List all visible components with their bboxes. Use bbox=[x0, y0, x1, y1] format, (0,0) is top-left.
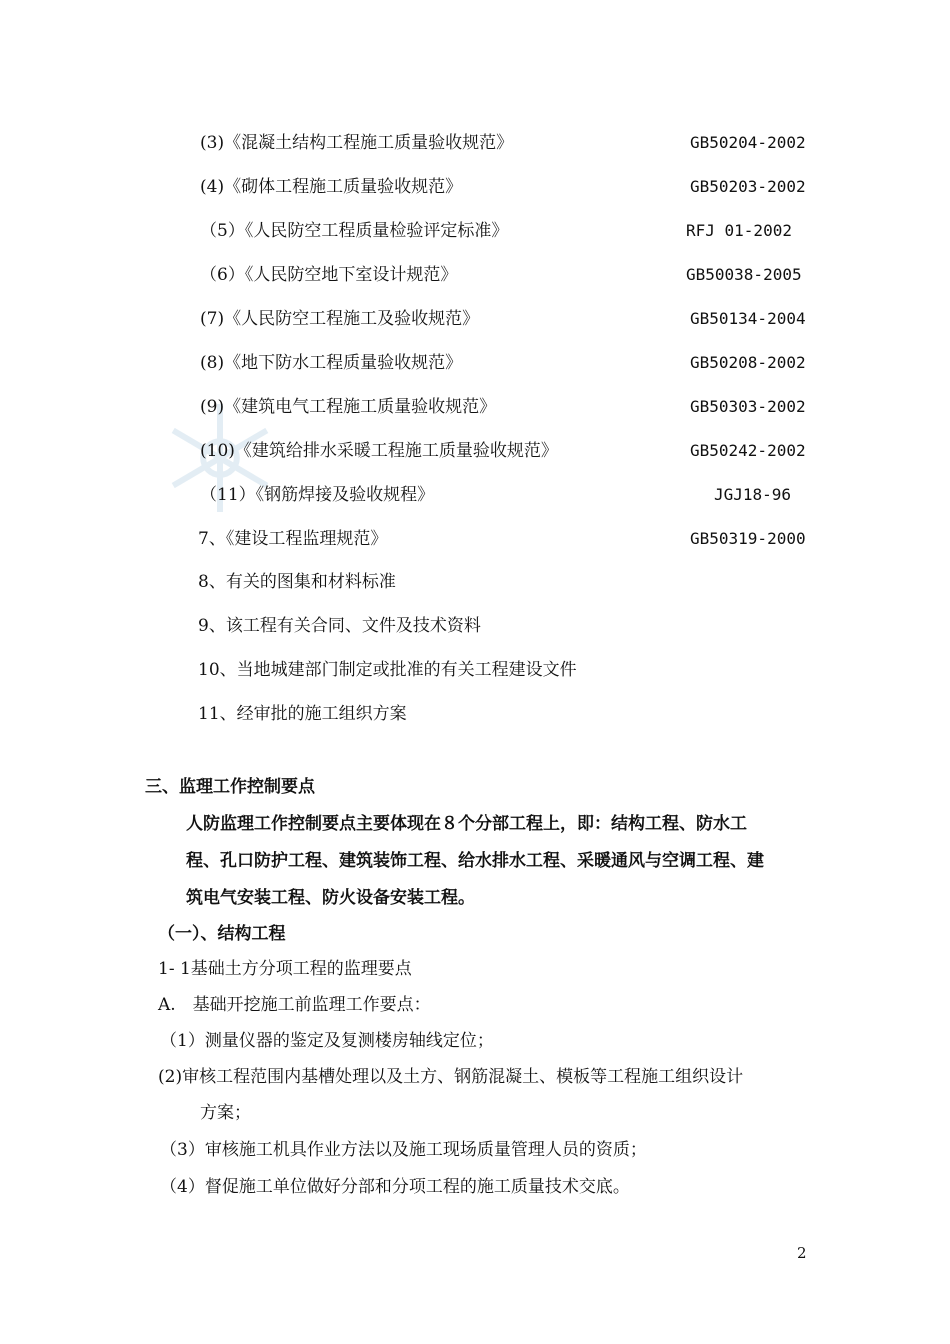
standard-code: GB50134-2004 bbox=[690, 309, 806, 328]
list-item: （3）审核施工机具作业方法以及施工现场质量管理人员的资质； bbox=[160, 1140, 647, 1160]
list-item: （4）督促施工单位做好分部和分项工程的施工质量技术交底。 bbox=[160, 1177, 630, 1197]
standard-title: （11）《钢筋焊接及验收规程》 bbox=[200, 485, 435, 505]
standard-code: RFJ 01-2002 bbox=[686, 221, 792, 240]
paragraph-line: 程、孔口防护工程、建筑装饰工程、给水排水工程、采暖通风与空调工程、建 bbox=[186, 851, 764, 871]
paragraph-line: 筑电气安装工程、防火设备安装工程。 bbox=[186, 888, 475, 908]
standard-title: (7)《人民防空工程施工及验收规范》 bbox=[200, 309, 480, 329]
standard-title: (4)《砌体工程施工质量验收规范》 bbox=[200, 177, 463, 197]
list-item: 11、经审批的施工组织方案 bbox=[198, 704, 407, 724]
list-item: 1- 1基础土方分项工程的监理要点 bbox=[158, 959, 412, 979]
standard-code: GB50204-2002 bbox=[690, 133, 806, 152]
standard-title: 7、《建设工程监理规范》 bbox=[198, 529, 388, 549]
standard-title: （5）《人民防空工程质量检验评定标准》 bbox=[200, 221, 509, 241]
list-item: A. 基础开挖施工前监理工作要点： bbox=[158, 995, 431, 1015]
standard-code: GB50203-2002 bbox=[690, 177, 806, 196]
standard-code: JGJ18-96 bbox=[714, 485, 792, 504]
list-item: 9、该工程有关合同、文件及技术资料 bbox=[198, 616, 481, 636]
standard-title: （6）《人民防空地下室设计规范》 bbox=[200, 265, 458, 285]
list-item: 8、有关的图集和材料标准 bbox=[198, 572, 396, 592]
page-number: 2 bbox=[797, 1244, 807, 1262]
paragraph-line: 人防监理工作控制要点主要体现在８个分部工程上，即：结构工程、防水工 bbox=[186, 814, 747, 834]
standard-title: (8)《地下防水工程质量验收规范》 bbox=[200, 353, 463, 373]
section-heading: 三、监理工作控制要点 bbox=[145, 777, 315, 797]
list-item: （1）测量仪器的鉴定及复测楼房轴线定位； bbox=[160, 1031, 494, 1051]
standard-code: GB50303-2002 bbox=[690, 397, 806, 416]
list-item: (2)审核工程范围内基槽处理以及土方、钢筋混凝土、模板等工程施工组织设计 bbox=[158, 1067, 744, 1087]
standard-code: GB50208-2002 bbox=[690, 353, 806, 372]
standard-title: (10)《建筑给排水采暖工程施工质量验收规范》 bbox=[200, 441, 558, 461]
standard-title: (9)《建筑电气工程施工质量验收规范》 bbox=[200, 397, 497, 417]
standard-code: GB50319-2000 bbox=[690, 529, 806, 548]
standard-code: GB50038-2005 bbox=[686, 265, 802, 284]
sub-heading: （一）、结构工程 bbox=[158, 924, 286, 944]
list-item: 方案； bbox=[200, 1103, 251, 1123]
standard-code: GB50242-2002 bbox=[690, 441, 806, 460]
standard-title: (3)《混凝土结构工程施工质量验收规范》 bbox=[200, 133, 514, 153]
list-item: 10、当地城建部门制定或批准的有关工程建设文件 bbox=[198, 660, 577, 680]
